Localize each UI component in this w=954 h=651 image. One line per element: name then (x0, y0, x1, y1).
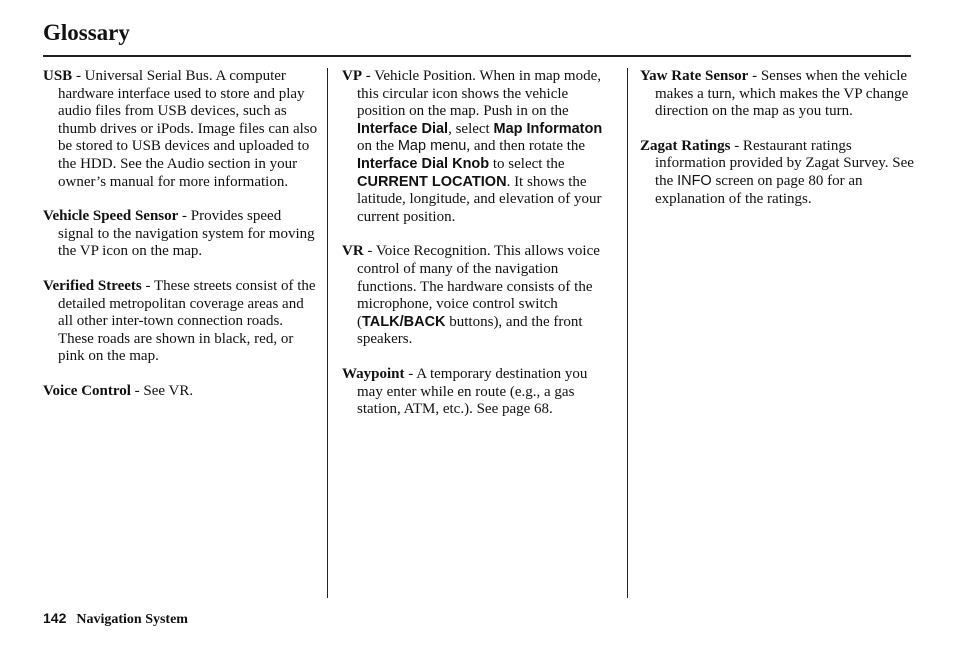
entry-term: USB (43, 68, 73, 84)
glossary-column-1 (43, 68, 318, 418)
entry-term: Voice Control (43, 382, 131, 399)
entry-definition: - A temporary destination you may enter while en route (e.g., a gas station, ATM, etc.). See page 68. (357, 365, 588, 418)
ui-label: TALK (362, 313, 400, 330)
entry-zagat-ratings (640, 138, 915, 208)
entry-definition: buttons), and the front speakers. (357, 313, 583, 348)
glossary-column-2 (342, 68, 614, 436)
entry-definition: on the (357, 138, 398, 155)
page-number: 142 (43, 610, 67, 626)
entry-definition: - Senses when the vehicle makes a turn, which makes the VP change direction on the map as you turn. (655, 68, 909, 120)
entry-vr (342, 243, 614, 349)
entry-definition: - Universal Serial Bus. A computer hardware interface used to store and play audio files from USB devices, such as thumb drives or iPods. Image files can also be stored to USB devices and uploaded to the HDD. See the Audio section in your owner’s manual for more information. (58, 68, 318, 190)
entry-definition: - See VR. (130, 382, 194, 399)
ui-label: Map Informaton (493, 120, 603, 137)
entry-voice-control (43, 383, 318, 401)
entry-term: Yaw Rate Sensor (640, 68, 749, 84)
entry-term: VR (342, 243, 364, 260)
entry-term: Vehicle Speed Sensor (43, 208, 179, 225)
entry-definition: - Voice Recognition. This allows voice control of many of the navigation functions. The hardware consists of the microphone, voice control switch ( (357, 243, 600, 330)
entry-term: VP (342, 68, 362, 84)
entry-verified-streets (43, 278, 318, 366)
entry-vp (342, 68, 614, 226)
ui-label: Interface Dial Knob (357, 155, 490, 172)
entry-definition: - Restaurant ratings information provided by Zagat Survey. See the (655, 137, 914, 189)
entry-usb (43, 68, 318, 191)
entry-definition: , select (448, 120, 494, 137)
column-divider (327, 68, 328, 598)
entry-definition: - These streets consist of the detailed metropolitan coverage areas and all other inter-town connection roads. These roads are shown in black, red, or pink on the map. (58, 277, 316, 365)
entry-yaw-rate-sensor (640, 68, 915, 121)
entry-waypoint (342, 366, 614, 419)
ui-label: BACK (403, 313, 446, 330)
entry-definition: screen on page 80 for an explanation of the ratings. (655, 172, 863, 207)
entry-definition: - Provides speed signal to the navigation system for moving the VP icon on the map. (58, 208, 315, 260)
header-rule (43, 55, 911, 57)
page-title: Glossary (43, 20, 130, 45)
column-divider (627, 68, 628, 598)
entry-term: Zagat Ratings (640, 137, 731, 154)
entry-definition: , and then rotate the (466, 138, 586, 155)
entry-definition: to select the (489, 155, 565, 172)
ui-separator: / (399, 313, 404, 330)
footer-label: Navigation System (76, 612, 188, 627)
entry-term: Verified Streets (43, 277, 142, 294)
ui-label: INFO (677, 172, 712, 189)
ui-label: CURRENT LOCATION (357, 173, 507, 190)
entry-term: Waypoint (342, 365, 405, 382)
entry-definition: - Vehicle Position. When in map mode, this circular icon shows the vehicle position on the map. Push in on the (357, 68, 601, 120)
glossary-column-3 (640, 68, 915, 225)
ui-label: Interface Dial (357, 120, 449, 137)
ui-label: Map menu (397, 138, 467, 155)
page-footer (43, 610, 188, 628)
entry-definition: . It shows the latitude, longitude, and elevation of your current position. (357, 173, 602, 225)
entry-vehicle-speed-sensor (43, 208, 318, 261)
